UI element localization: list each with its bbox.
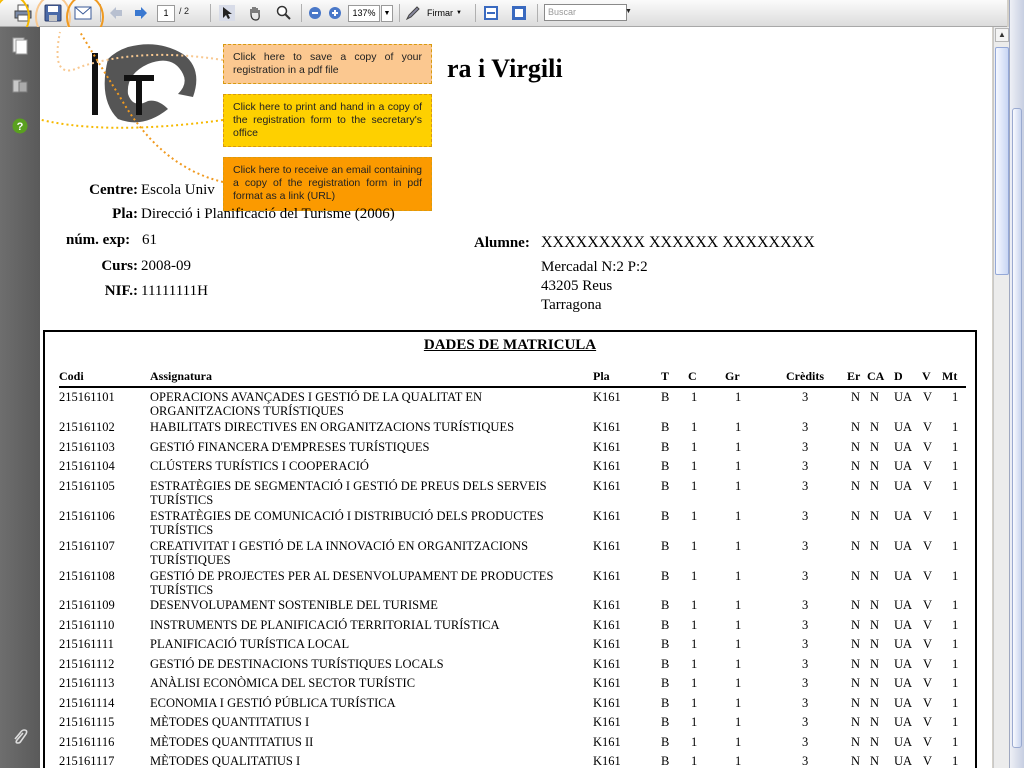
row-v: V: [923, 657, 933, 671]
row-mt: 1: [952, 637, 959, 651]
row-credits: 3: [802, 390, 809, 404]
row-c: 1: [691, 479, 698, 493]
zoom-dropdown-button[interactable]: [381, 5, 393, 22]
row-mt: 1: [952, 598, 959, 612]
row-ca: N: [870, 676, 880, 690]
page-number-input[interactable]: 1: [157, 5, 175, 22]
row-pla: K161: [593, 390, 621, 404]
curs-value: 2008-09: [141, 258, 191, 274]
row-v: V: [923, 420, 933, 434]
scroll-up-button[interactable]: [995, 28, 1009, 42]
row-gr: 1: [735, 390, 742, 404]
email-callout: Click here to receive an email containing a copy of the registration form in pdf format as a link (URL): [223, 157, 432, 211]
row-pla: K161: [593, 569, 621, 583]
row-mt: 1: [952, 509, 959, 523]
row-codi: 215161110: [59, 618, 115, 632]
full-screen-icon: [511, 5, 527, 21]
row-gr: 1: [735, 715, 742, 729]
row-ca: N: [870, 390, 880, 404]
row-d: UA: [894, 539, 913, 553]
row-d: UA: [894, 676, 913, 690]
row-v: V: [923, 459, 933, 473]
pages-icon: [12, 37, 28, 55]
row-d: UA: [894, 459, 913, 473]
row-codi: 215161101: [59, 390, 115, 404]
row-v: V: [923, 754, 933, 768]
row-gr: 1: [735, 735, 742, 749]
row-gr: 1: [735, 509, 742, 523]
row-c: 1: [691, 657, 698, 671]
full-screen-button[interactable]: [508, 3, 530, 23]
row-t: B: [661, 440, 670, 454]
row-assignatura: CREATIVITAT I GESTIÓ DE LA INNOVACIÓ EN ORGANITZACIONS: [150, 539, 529, 553]
row-t: B: [661, 715, 670, 729]
row-codi: 215161102: [59, 420, 115, 434]
arrow-right-icon: [133, 5, 149, 21]
sign-menu-button[interactable]: Firmar ▼: [405, 3, 471, 23]
magnifier-icon: [276, 5, 292, 21]
exp-label: núm. exp:: [66, 232, 131, 248]
row-er: N: [851, 479, 861, 493]
svg-text:?: ?: [16, 121, 24, 133]
row-mt: 1: [952, 618, 959, 632]
row-d: UA: [894, 479, 913, 493]
row-er: N: [851, 657, 861, 671]
paperclip-icon: [12, 728, 28, 746]
row-gr: 1: [735, 637, 742, 651]
header-credits: Crèdits: [786, 369, 824, 383]
row-credits: 3: [802, 440, 809, 454]
row-gr: 1: [735, 696, 742, 710]
address-line-2: 43205 Reus: [541, 278, 613, 294]
row-d: UA: [894, 618, 913, 632]
row-t: B: [661, 479, 670, 493]
row-gr: 1: [735, 657, 742, 671]
print-callout: Click here to print and hand in a copy of the registration form to the secretary's office: [223, 94, 432, 147]
row-ca: N: [870, 735, 880, 749]
zoom-level-input[interactable]: 137%: [348, 5, 380, 22]
curs-label: Curs:: [101, 258, 138, 274]
nif-label: NIF.:: [104, 283, 138, 299]
zoom-tool-button[interactable]: [273, 3, 295, 23]
row-gr: 1: [735, 420, 742, 434]
row-gr: 1: [735, 598, 742, 612]
row-assignatura: MÈTODES QUALITATIUS I: [150, 754, 301, 768]
row-ca: N: [870, 715, 880, 729]
row-er: N: [851, 637, 861, 651]
row-codi: 215161112: [59, 657, 115, 671]
header-mt: Mt: [942, 369, 958, 383]
attachment-button[interactable]: [12, 728, 28, 751]
chevron-down-icon: ▼: [625, 8, 632, 15]
row-v: V: [923, 618, 933, 632]
row-er: N: [851, 569, 861, 583]
row-mt: 1: [952, 420, 959, 434]
row-codi: 215161111: [59, 637, 114, 651]
row-d: UA: [894, 509, 913, 523]
row-pla: K161: [593, 509, 621, 523]
row-er: N: [851, 696, 861, 710]
row-er: N: [851, 440, 861, 454]
row-pla: K161: [593, 715, 621, 729]
header-pla: Pla: [593, 369, 610, 383]
alumne-label: Alumne:: [474, 235, 530, 251]
row-assignatura: HABILITATS DIRECTIVES EN ORGANITZACIONS TURÍSTIQUES: [150, 420, 515, 434]
exp-value: 61: [142, 232, 157, 248]
row-t: B: [661, 735, 670, 749]
row-credits: 3: [802, 459, 809, 473]
row-codi: 215161104: [59, 459, 115, 473]
centre-label: Centre:: [89, 182, 138, 198]
pen-icon: [405, 5, 421, 21]
row-ca: N: [870, 696, 880, 710]
header-t: T: [661, 369, 670, 383]
row-d: UA: [894, 440, 913, 454]
chevron-down-icon: ▼: [383, 10, 391, 17]
row-credits: 3: [802, 696, 809, 710]
row-t: B: [661, 618, 670, 632]
row-c: 1: [691, 440, 698, 454]
row-v: V: [923, 598, 933, 612]
fit-width-icon: [483, 5, 499, 21]
row-assignatura: MÈTODES QUANTITATIUS I: [150, 715, 310, 729]
row-c: 1: [691, 696, 698, 710]
row-t: B: [661, 754, 670, 768]
header-rule: [59, 386, 966, 388]
row-mt: 1: [952, 696, 959, 710]
row-assignatura: GESTIÓ DE PROJECTES PER AL DESENVOLUPAMENT DE PRODUCTES: [150, 569, 554, 583]
header-v: V: [922, 369, 931, 383]
row-credits: 3: [802, 754, 809, 768]
row-ca: N: [870, 420, 880, 434]
row-v: V: [923, 440, 933, 454]
row-t: B: [661, 459, 670, 473]
save-callout: Click here to save a copy of your registration in a pdf file: [223, 44, 432, 84]
row-codi: 215161106: [59, 509, 115, 523]
row-t: B: [661, 637, 670, 651]
row-c: 1: [691, 637, 698, 651]
row-credits: 3: [802, 618, 809, 632]
row-v: V: [923, 569, 933, 583]
zoom-out-icon: [308, 6, 322, 20]
row-t: B: [661, 696, 670, 710]
row-mt: 1: [952, 539, 959, 553]
row-gr: 1: [735, 539, 742, 553]
row-pla: K161: [593, 479, 621, 493]
pages-panel-button[interactable]: [12, 37, 28, 60]
pdf-document-page: [40, 27, 992, 768]
row-mt: 1: [952, 754, 959, 768]
row-assignatura: ESTRATÈGIES DE COMUNICACIÓ I DISTRIBUCIÓ DELS PRODUCTES: [150, 509, 544, 523]
row-pla: K161: [593, 735, 621, 749]
row-mt: 1: [952, 676, 959, 690]
row-gr: 1: [735, 754, 742, 768]
row-er: N: [851, 715, 861, 729]
row-gr: 1: [735, 676, 742, 690]
row-assignatura: OPERACIONS AVANÇADES I GESTIÓ DE LA QUALITAT EN: [150, 390, 483, 404]
pdf-toolbar: [0, 0, 1007, 27]
nif-value: 11111111H: [141, 283, 208, 299]
header-c: C: [688, 369, 697, 383]
row-ca: N: [870, 637, 880, 651]
row-v: V: [923, 539, 933, 553]
alumne-value: XXXXXXXXX XXXXXX XXXXXXXX: [541, 234, 815, 251]
row-c: 1: [691, 735, 698, 749]
row-er: N: [851, 754, 861, 768]
row-mt: 1: [952, 479, 959, 493]
university-title: ra i Virgili: [447, 54, 563, 83]
row-assignatura-continued: TURÍSTICS: [150, 493, 214, 507]
row-gr: 1: [735, 569, 742, 583]
row-credits: 3: [802, 735, 809, 749]
row-v: V: [923, 715, 933, 729]
row-gr: 1: [735, 618, 742, 632]
row-pla: K161: [593, 459, 621, 473]
row-credits: 3: [802, 539, 809, 553]
row-ca: N: [870, 459, 880, 473]
row-v: V: [923, 696, 933, 710]
row-t: B: [661, 420, 670, 434]
row-mt: 1: [952, 569, 959, 583]
browser-scroll-thumb[interactable]: [1012, 108, 1022, 748]
row-c: 1: [691, 420, 698, 434]
header-d: D: [894, 369, 903, 383]
row-pla: K161: [593, 618, 621, 632]
row-er: N: [851, 420, 861, 434]
search-dropdown-button[interactable]: [625, 8, 632, 15]
row-codi: 215161115: [59, 715, 115, 729]
row-codi: 215161113: [59, 676, 115, 690]
row-pla: K161: [593, 657, 621, 671]
row-codi: 215161103: [59, 440, 115, 454]
pla-value: Direcció i Planificació del Turisme (2006): [141, 206, 395, 222]
row-credits: 3: [802, 569, 809, 583]
row-codi: 215161105: [59, 479, 115, 493]
address-line-3: Tarragona: [541, 297, 602, 313]
zoom-in-button[interactable]: [326, 3, 344, 23]
row-assignatura-continued: TURÍSTICS: [150, 583, 214, 597]
row-v: V: [923, 735, 933, 749]
row-codi: 215161109: [59, 598, 115, 612]
row-gr: 1: [735, 479, 742, 493]
help-icon: [12, 118, 28, 134]
row-c: 1: [691, 676, 698, 690]
row-assignatura: GESTIÓ DE DESTINACIONS TURÍSTIQUES LOCALS: [150, 657, 444, 671]
row-credits: 3: [802, 676, 809, 690]
zoom-in-icon: [328, 6, 342, 20]
chevron-down-icon: ▼: [456, 10, 462, 16]
row-t: B: [661, 676, 670, 690]
select-tool-button[interactable]: [216, 3, 238, 23]
attachments-panel-button[interactable]: [11, 77, 29, 100]
row-codi: 215161116: [59, 735, 115, 749]
row-credits: 3: [802, 637, 809, 651]
row-ca: N: [870, 569, 880, 583]
row-d: UA: [894, 715, 913, 729]
row-er: N: [851, 539, 861, 553]
row-mt: 1: [952, 390, 959, 404]
row-ca: N: [870, 598, 880, 612]
row-credits: 3: [802, 715, 809, 729]
row-c: 1: [691, 569, 698, 583]
row-pla: K161: [593, 598, 621, 612]
cursor-icon: [219, 5, 235, 21]
row-mt: 1: [952, 657, 959, 671]
next-page-button[interactable]: [131, 3, 151, 23]
row-codi: 215161114: [59, 696, 115, 710]
row-v: V: [923, 479, 933, 493]
row-v: V: [923, 637, 933, 651]
row-credits: 3: [802, 598, 809, 612]
row-ca: N: [870, 509, 880, 523]
header-ca: CA: [867, 369, 885, 383]
pla-label: Pla:: [112, 206, 138, 222]
row-mt: 1: [952, 440, 959, 454]
row-pla: K161: [593, 420, 621, 434]
row-v: V: [923, 509, 933, 523]
row-c: 1: [691, 715, 698, 729]
navigation-pane: [0, 27, 40, 768]
row-pla: K161: [593, 676, 621, 690]
address-line-1: Mercadal N:2 P:2: [541, 259, 648, 275]
row-t: B: [661, 539, 670, 553]
page-total: / 2: [179, 6, 190, 16]
row-c: 1: [691, 459, 698, 473]
scroll-thumb[interactable]: [995, 47, 1009, 275]
row-assignatura-continued: ORGANITZACIONS TURÍSTIQUES: [150, 404, 344, 418]
row-er: N: [851, 598, 861, 612]
header-er: Er: [847, 369, 861, 383]
header-codi: Codi: [59, 369, 84, 383]
row-credits: 3: [802, 420, 809, 434]
row-d: UA: [894, 390, 913, 404]
row-t: B: [661, 569, 670, 583]
row-assignatura: PLANIFICACIÓ TURÍSTICA LOCAL: [150, 637, 350, 651]
row-er: N: [851, 459, 861, 473]
row-mt: 1: [952, 735, 959, 749]
row-credits: 3: [802, 657, 809, 671]
row-c: 1: [691, 598, 698, 612]
row-assignatura: ECONOMIA I GESTIÓ PÚBLICA TURÍSTICA: [150, 696, 396, 710]
help-button[interactable]: [12, 118, 28, 139]
row-er: N: [851, 618, 861, 632]
row-t: B: [661, 509, 670, 523]
row-d: UA: [894, 420, 913, 434]
header-gr: Gr: [725, 369, 740, 383]
row-codi: 215161107: [59, 539, 115, 553]
row-d: UA: [894, 569, 913, 583]
row-d: UA: [894, 735, 913, 749]
row-t: B: [661, 598, 670, 612]
row-d: UA: [894, 637, 913, 651]
centre-value: Escola Univ: [141, 182, 215, 198]
row-codi: 215161108: [59, 569, 115, 583]
document-scrollbar[interactable]: [993, 27, 1010, 768]
row-assignatura: MÈTODES QUANTITATIUS II: [150, 735, 314, 749]
registration-table: [43, 330, 977, 768]
row-v: V: [923, 390, 933, 404]
search-input[interactable]: Buscar: [544, 4, 627, 21]
arrow-left-icon: [108, 5, 124, 21]
row-pla: K161: [593, 637, 621, 651]
row-assignatura: INSTRUMENTS DE PLANIFICACIÓ TERRITORIAL TURÍSTICA: [150, 618, 500, 632]
hand-tool-button[interactable]: [244, 3, 266, 23]
row-d: UA: [894, 754, 913, 768]
row-gr: 1: [735, 459, 742, 473]
row-pla: K161: [593, 754, 621, 768]
previous-page-button[interactable]: [106, 3, 126, 23]
row-assignatura: ANÀLISI ECONÒMICA DEL SECTOR TURÍSTIC: [150, 676, 416, 690]
row-ca: N: [870, 657, 880, 671]
row-credits: 3: [802, 509, 809, 523]
row-ca: N: [870, 479, 880, 493]
row-mt: 1: [952, 715, 959, 729]
row-pla: K161: [593, 539, 621, 553]
row-c: 1: [691, 754, 698, 768]
row-codi: 215161117: [59, 754, 115, 768]
row-c: 1: [691, 509, 698, 523]
row-er: N: [851, 390, 861, 404]
row-credits: 3: [802, 479, 809, 493]
row-d: UA: [894, 657, 913, 671]
row-mt: 1: [952, 459, 959, 473]
fit-width-button[interactable]: [480, 3, 502, 23]
layers-icon: [11, 77, 29, 95]
row-d: UA: [894, 696, 913, 710]
chevron-up-icon: ▲: [998, 30, 1006, 39]
row-assignatura: DESENVOLUPAMENT SOSTENIBLE DEL TURISME: [150, 598, 438, 612]
browser-scrollbar[interactable]: [1009, 0, 1024, 768]
row-ca: N: [870, 440, 880, 454]
row-pla: K161: [593, 440, 621, 454]
row-assignatura: CLÚSTERS TURÍSTICS I COOPERACIÓ: [150, 459, 369, 473]
row-ca: N: [870, 539, 880, 553]
hand-icon: [247, 5, 263, 21]
row-c: 1: [691, 390, 698, 404]
row-er: N: [851, 509, 861, 523]
row-d: UA: [894, 598, 913, 612]
header-assignatura: Assignatura: [150, 369, 213, 383]
row-pla: K161: [593, 696, 621, 710]
row-ca: N: [870, 754, 880, 768]
row-v: V: [923, 676, 933, 690]
row-t: B: [661, 390, 670, 404]
row-ca: N: [870, 618, 880, 632]
row-c: 1: [691, 618, 698, 632]
row-er: N: [851, 676, 861, 690]
row-assignatura: ESTRATÈGIES DE SEGMENTACIÓ I GESTIÓ DE PREUS DELS SERVEIS: [150, 479, 547, 493]
row-er: N: [851, 735, 861, 749]
zoom-out-button[interactable]: [306, 3, 324, 23]
row-assignatura: GESTIÓ FINANCERA D'EMPRESES TURÍSTIQUES: [150, 440, 430, 454]
row-assignatura-continued: TURÍSTIQUES: [150, 553, 231, 567]
row-t: B: [661, 657, 670, 671]
row-gr: 1: [735, 440, 742, 454]
row-c: 1: [691, 539, 698, 553]
table-title: DADES DE MATRICULA: [423, 337, 597, 353]
row-assignatura-continued: TURÍSTICS: [150, 523, 214, 537]
